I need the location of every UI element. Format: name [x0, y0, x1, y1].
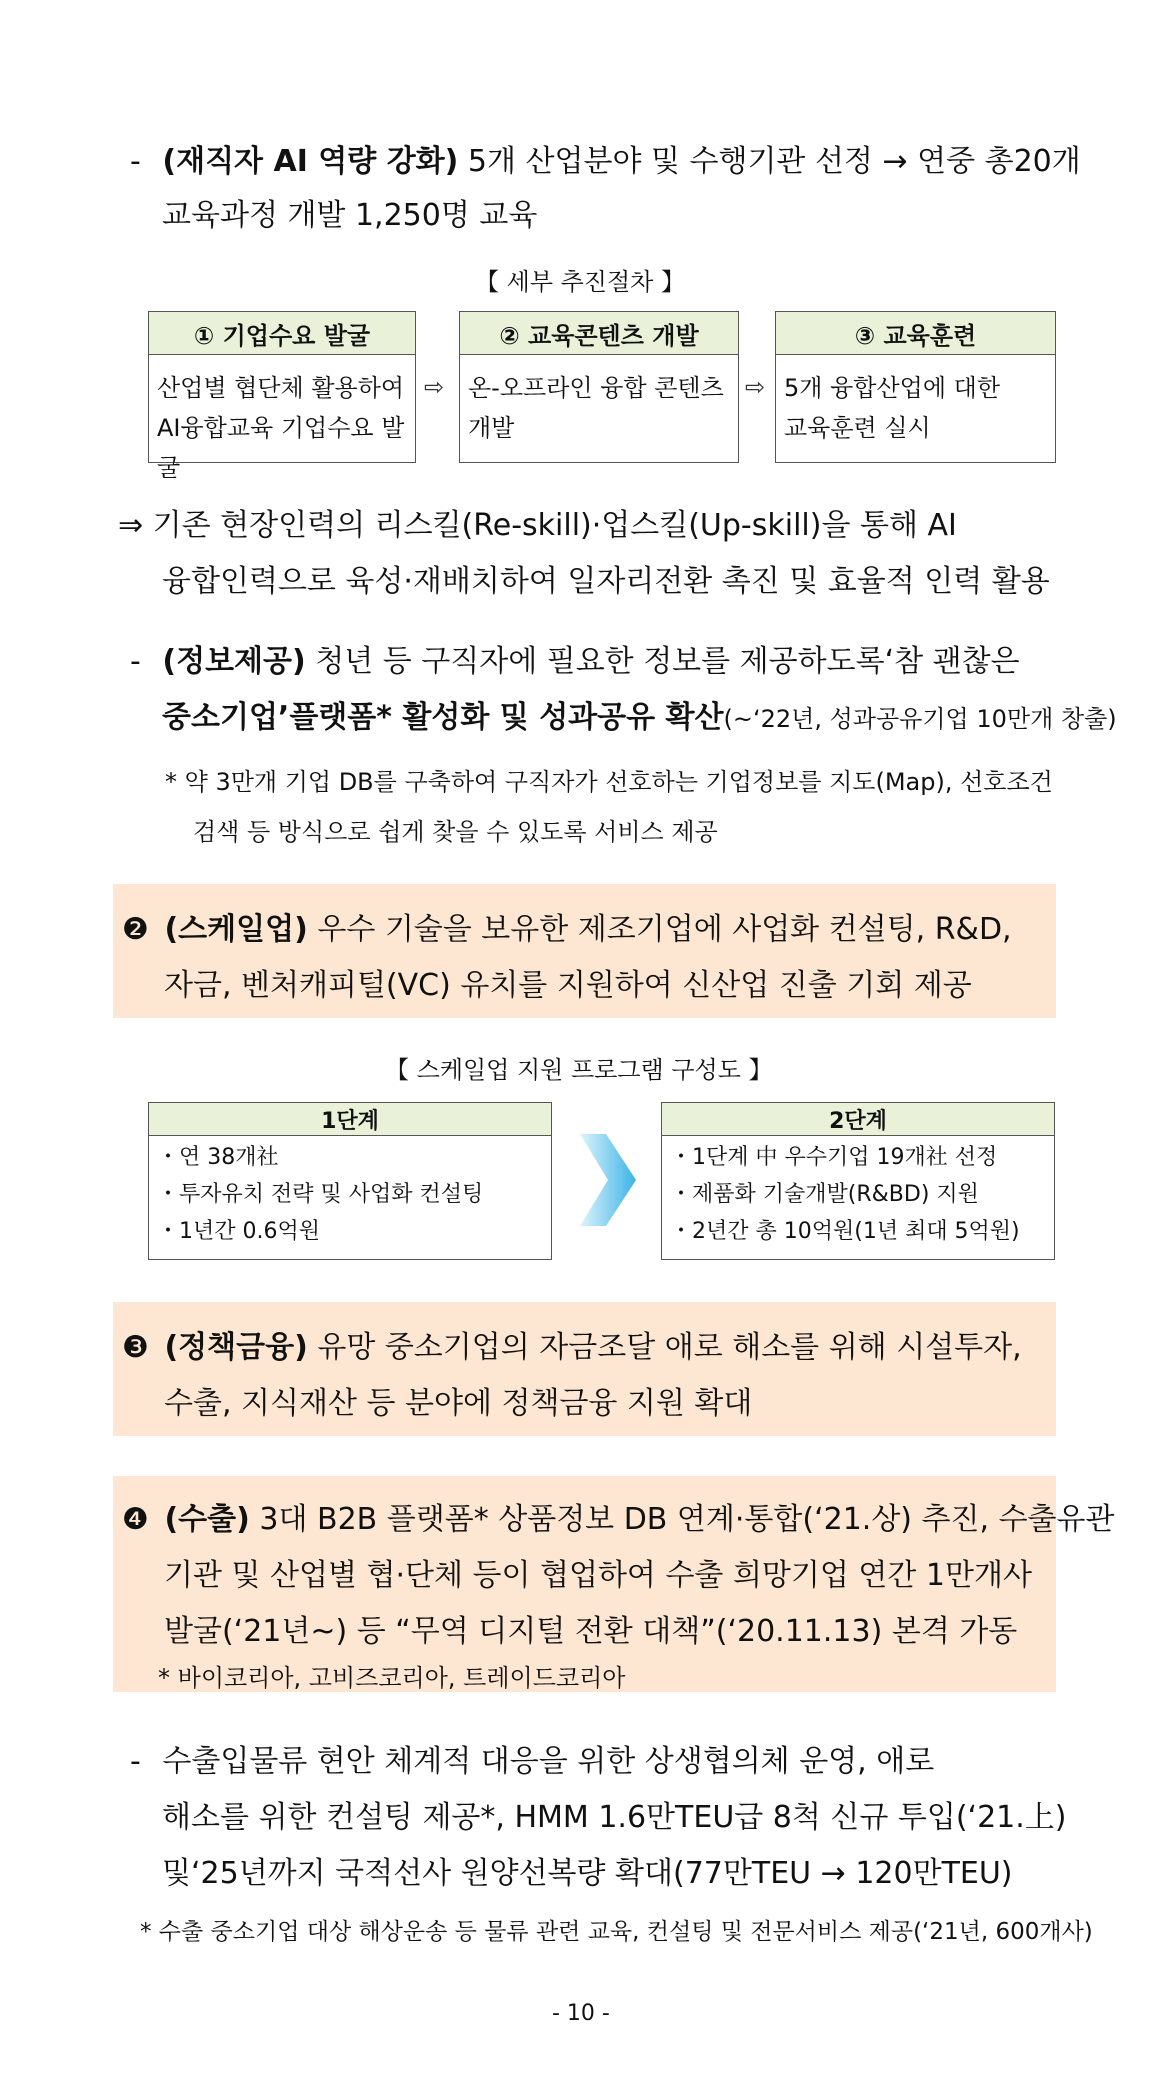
- stage-2-item: ・제품화 기술개발(R&BD) 지원: [670, 1182, 979, 1207]
- stage-1-item: ・투자유치 전략 및 사업화 컨설팅: [157, 1182, 484, 1207]
- export-note: * 바이코리아, 고비즈코리아, 트레이드코리아: [158, 1664, 626, 1692]
- stage-1-head: 1단계: [149, 1103, 551, 1136]
- step-box-1-line2: AI융합교육 기업수요 발굴: [157, 414, 405, 482]
- logistics-line1-text: 수출입물류 현안 체계적 대응을 위한 상생협의체 운영, 애로: [162, 1744, 935, 1779]
- scaleup-heading: (스케일업): [164, 912, 308, 947]
- step-box-2-line1: 온-오프라인 융합 콘텐츠: [468, 374, 724, 402]
- export-heading: (수출): [164, 1502, 250, 1537]
- section1-line2: 교육과정 개발 1,250명 교육: [162, 198, 538, 233]
- procedure-title: 【 세부 추진절차 】: [475, 268, 685, 296]
- program-title: 【 스케일업 지원 프로그램 구성도 】: [385, 1056, 773, 1084]
- result-line2: 융합인력으로 육성·재배치하여 일자리전환 촉진 및 효율적 인력 활용: [162, 564, 1050, 599]
- info-line2-bold: 중소기업’플랫폼* 활성화 및 성과공유 확산: [162, 700, 724, 735]
- page-number: - 10 -: [552, 2001, 610, 2026]
- logistics-line1: [130, 1736, 934, 1780]
- dash-marker: -: [130, 144, 141, 179]
- section1-heading: (재직자 AI 역량 강화): [162, 144, 459, 179]
- stage-1-box: [148, 1102, 552, 1260]
- stage-1-item: ・1년간 0.6억원: [157, 1219, 320, 1244]
- step-box-3-head: ③ 교육훈련: [776, 312, 1055, 355]
- export-line1-text: 3대 B2B 플랫폼* 상품정보 DB 연계·통합(‘21.상) 추진, 수출유관: [249, 1502, 1115, 1537]
- info-line1-text: 청년 등 구직자에 필요한 정보를 제공하도록‘참 괜찮은: [305, 644, 1020, 679]
- logistics-line3: 및‘25년까지 국적선사 원양선복량 확대(77만TEU → 120만TEU): [162, 1856, 1013, 1891]
- step-box-1-body: [157, 368, 407, 488]
- section1-line1: [130, 136, 1081, 180]
- scaleup-line1-text: 우수 기술을 보유한 제조기업에 사업화 컨설팅, R&D,: [307, 912, 1012, 947]
- step-box-3-body: [784, 368, 1047, 448]
- dash-marker: -: [130, 644, 141, 679]
- step-arrow-2: ⇨: [745, 373, 766, 401]
- scaleup-line2: 자금, 벤처캐피털(VC) 유치를 지원하여 신산업 진출 기회 제공: [164, 968, 972, 1003]
- step-box-1-line1: 산업별 협단체 활용하여: [157, 374, 405, 402]
- info-note2: 검색 등 방식으로 쉽게 찾을 수 있도록 서비스 제공: [193, 818, 718, 846]
- policy-line2: 수출, 지식재산 등 분야에 정책금융 지원 확대: [164, 1386, 753, 1421]
- step-box-3: [775, 311, 1056, 463]
- number-4-bullet: ❹: [122, 1502, 149, 1537]
- export-line1: [122, 1494, 1115, 1538]
- result-line1: ⇒ 기존 현장인력의 리스킬(Re-skill)·업스킬(Up-skill)을 통해 AI: [118, 508, 957, 543]
- scaleup-line1: [122, 904, 1012, 948]
- info-line2: [162, 692, 1117, 736]
- stage-2-item: ・1단계 中 우수기업 19개社 선정: [670, 1145, 998, 1170]
- step-box-1: [148, 311, 416, 482]
- dash-marker: -: [130, 1744, 141, 1779]
- step-arrow-1: ⇨: [424, 373, 445, 401]
- logistics-note: * 수출 중소기업 대상 해상운송 등 물류 관련 교육, 컨설팅 및 전문서비스 제공(‘21년, 600개사): [140, 1919, 1093, 1945]
- info-line2-small: (~‘22년, 성과공유기업 10만개 창출): [723, 705, 1117, 733]
- step-box-2-line2: 개발: [468, 414, 515, 442]
- stage-1-item: ・연 38개社: [157, 1145, 279, 1170]
- step-box-2: [459, 311, 739, 463]
- step-box-3-line1: 5개 융합산업에 대한: [784, 374, 1000, 402]
- info-note1: * 약 3만개 기업 DB를 구축하여 구직자가 선호하는 기업정보를 지도(Map), 선호조건: [165, 768, 1053, 796]
- export-line3: 발굴(‘21년~) 등 “무역 디지털 전환 대책”(‘20.11.13) 본격 가동: [164, 1614, 1018, 1649]
- number-3-bullet: ❸: [122, 1330, 149, 1365]
- info-heading: (정보제공): [162, 644, 306, 679]
- policy-line1-text: 유망 중소기업의 자금조달 애로 해소를 위해 시설투자,: [307, 1330, 1022, 1365]
- stage-1-body: [157, 1139, 543, 1250]
- stage-2-item: ・2년간 총 10억원(1년 최대 5억원): [670, 1219, 1020, 1244]
- export-line2: 기관 및 산업별 협·단체 등이 협업하여 수출 희망기업 연간 1만개사: [164, 1558, 1032, 1593]
- policy-heading: (정책금융): [164, 1330, 308, 1365]
- logistics-line2: 해소를 위한 컨설팅 제공*, HMM 1.6만TEU급 8척 신규 투입(‘21.上): [162, 1800, 1067, 1835]
- next-stage-arrow-icon: [578, 1130, 638, 1230]
- step-box-1-head: ① 기업수요 발굴: [149, 312, 415, 355]
- step-box-2-head: ② 교육콘텐츠 개발: [460, 312, 738, 355]
- section1-line1-text: 5개 산업분야 및 수행기관 선정 → 연중 총20개: [458, 144, 1081, 179]
- stage-2-body: [670, 1139, 1046, 1250]
- step-box-3-line2: 교육훈련 실시: [784, 414, 931, 442]
- policy-line1: [122, 1322, 1022, 1366]
- number-2-bullet: ❷: [122, 912, 149, 947]
- step-box-2-body: [468, 368, 730, 448]
- stage-2-box: [661, 1102, 1055, 1260]
- stage-2-head: 2단계: [662, 1103, 1054, 1136]
- info-line1: [130, 636, 1020, 680]
